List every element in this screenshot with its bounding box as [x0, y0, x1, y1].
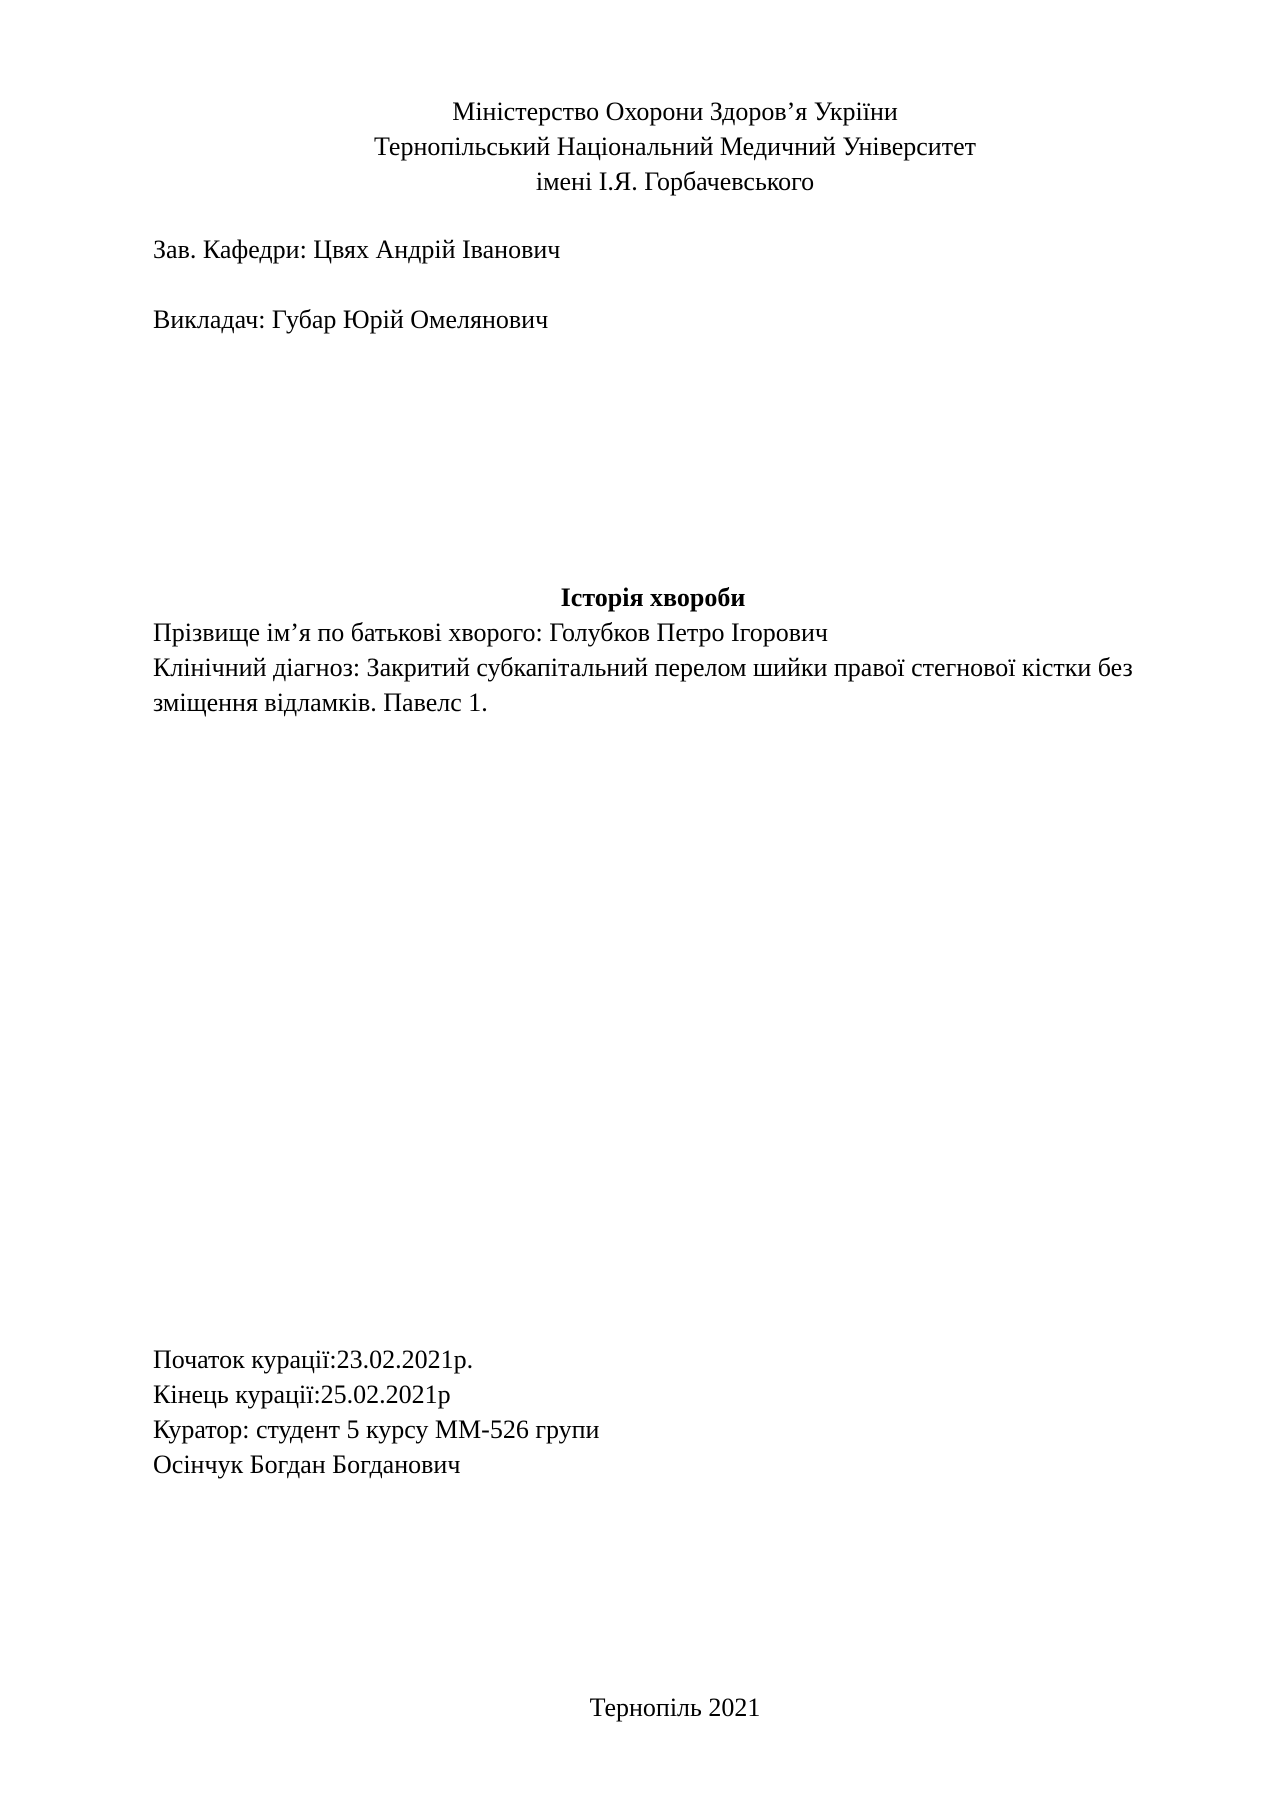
- curation-end: Кінець курації:25.02.2021р: [153, 1380, 451, 1409]
- curation-info: [153, 1342, 1153, 1482]
- curator: Куратор: студент 5 курсу ММ-526 групи: [153, 1415, 600, 1444]
- document-title: Історія хвороби: [560, 583, 746, 612]
- city-year: Тернопіль 2021: [589, 1693, 761, 1722]
- clinical-diagnosis: Клінічний діагноз: Закритий субкапітальний перелом шийки правої стегнової кістки без зміщення відламків. Павелс 1.: [153, 653, 1133, 717]
- curator-name: Осінчук Богдан Богданович: [153, 1450, 461, 1479]
- medical-history-section: [153, 580, 1133, 720]
- ministry-name: Міністерство Охорони Здоров’я Укріїни: [452, 97, 898, 126]
- ministry-header: [0, 94, 1280, 199]
- head-of-department: Зав. Кафедри: Цвях Андрій Іванович: [153, 235, 561, 264]
- university-honorific: імені І.Я. Горбачевського: [535, 167, 815, 196]
- university-name: Тернопільський Національний Медичний Університет: [374, 132, 976, 161]
- curation-start: Початок курації:23.02.2021р.: [153, 1345, 474, 1374]
- lecturer: Викладач: Губар Юрій Омелянович: [153, 305, 549, 334]
- patient-name: Прізвище ім’я по батькові хворого: Голубков Петро Ігорович: [153, 618, 828, 647]
